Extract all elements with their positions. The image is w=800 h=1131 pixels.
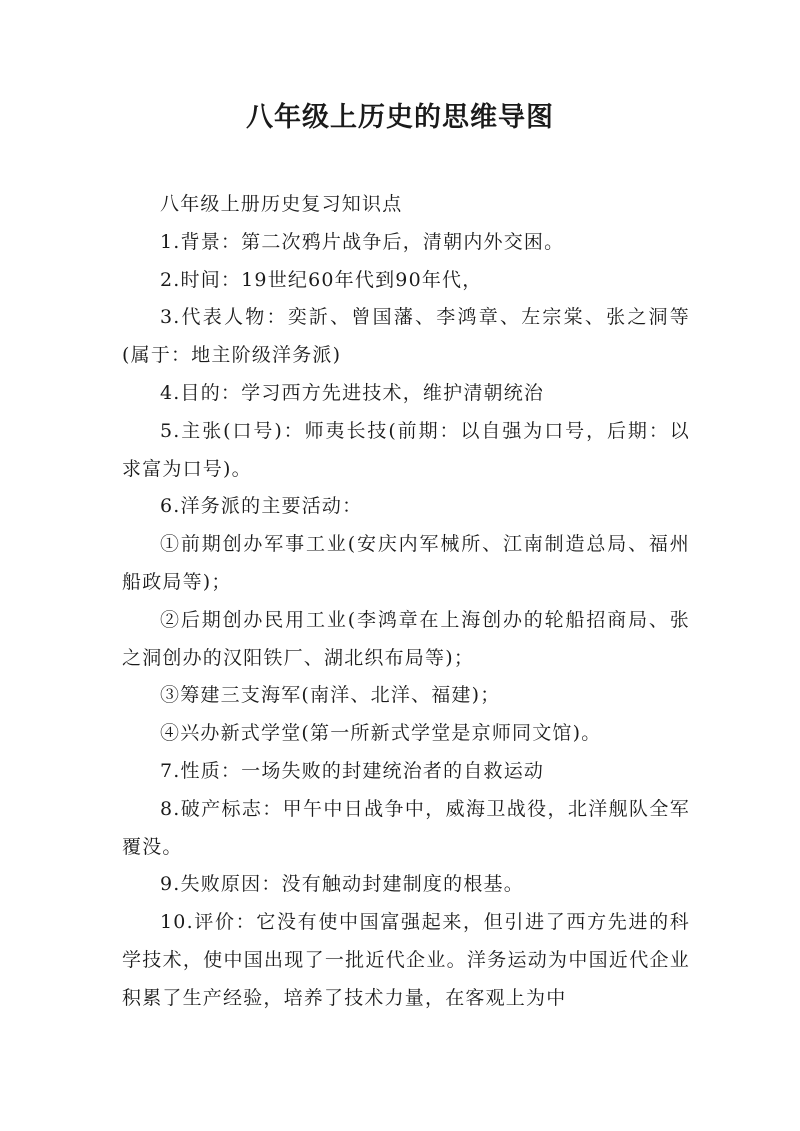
paragraph-time: 2.时间：19世纪60年代到90年代， <box>160 268 483 291</box>
paragraph-slogan: 5.主张(口号)：师夷长技(前期：以自强为口号，后期：以求富为口号)。 <box>122 419 690 480</box>
paragraph-activity-3: ③筹建三支海军(南洋、北洋、福建)； <box>160 684 501 707</box>
paragraph-activity-2: ②后期创办民用工业(李鸿章在上海创办的轮船招商局、张之洞创办的汉阳铁厂、湖北织布局等)； <box>122 608 690 669</box>
paragraph-purpose: 4.目的：学习西方先进技术，维护清朝统治 <box>160 381 545 404</box>
paragraph-failure-reason: 9.失败原因：没有触动封建制度的根基。 <box>160 873 524 896</box>
paragraph-activities: 6.洋务派的主要活动： <box>160 495 363 518</box>
paragraph-activity-1: ①前期创办军事工业(安庆内军械所、江南制造总局、福州船政局等)； <box>122 533 690 593</box>
paragraph-activity-4: ④兴办新式学堂(第一所新式学堂是京师同文馆)。 <box>160 722 602 745</box>
paragraph-background: 1.背景：第二次鸦片战争后，清朝内外交困。 <box>160 230 565 253</box>
document-title: 八年级上历史的思维导图 <box>246 102 554 133</box>
paragraph-nature: 7.性质：一场失败的封建统治者的自救运动 <box>160 759 545 782</box>
paragraph-heading: 八年级上册历史复习知识点 <box>160 193 403 215</box>
document-body <box>122 186 690 1018</box>
paragraph-evaluation: 10.评价：它没有使中国富强起来，但引进了西方先进的科学技术，使中国出现了一批近代企业。洋务运动为中国近代企业积累了生产经验，培养了技术力量，在客观上为中 <box>122 911 690 1009</box>
paragraph-figures: 3.代表人物：奕訢、曾国藩、李鸿章、左宗棠、张之洞等(属于：地主阶级洋务派) <box>122 306 690 367</box>
paragraph-bankruptcy: 8.破产标志：甲午中日战争中，威海卫战役，北洋舰队全军覆没。 <box>122 797 690 858</box>
